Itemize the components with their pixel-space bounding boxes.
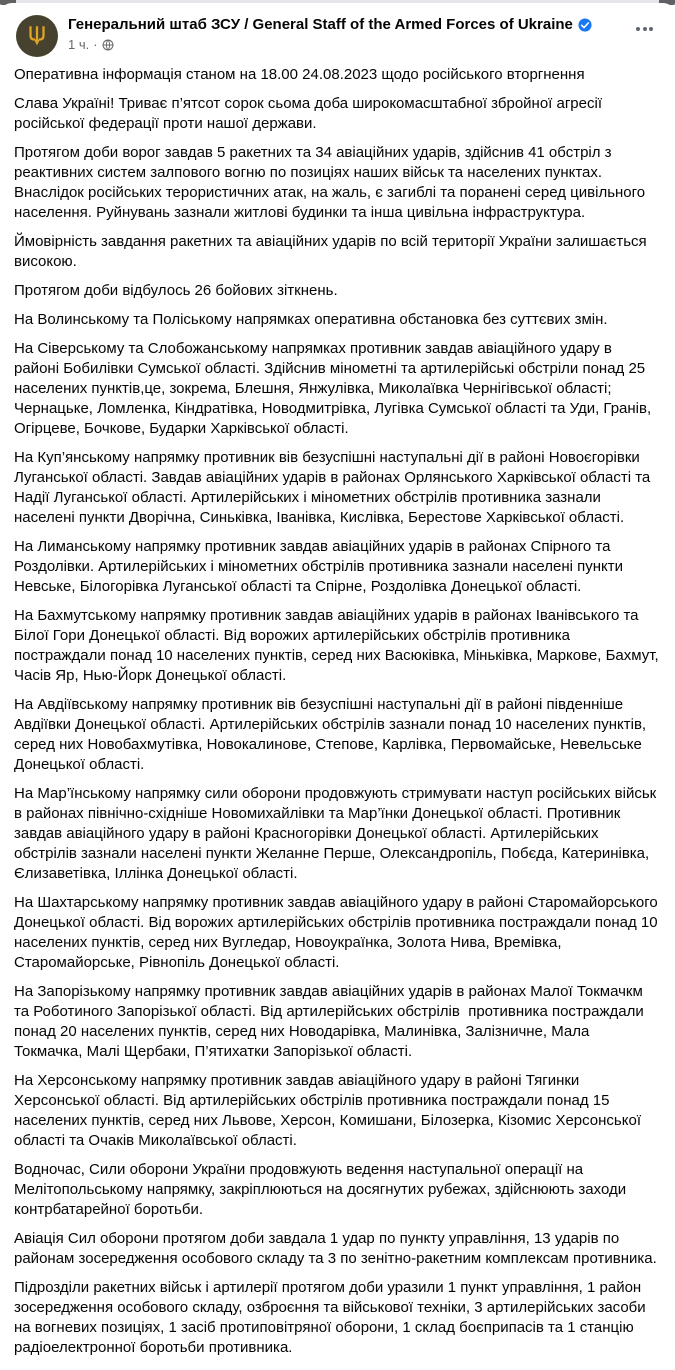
post-paragraph: Протягом доби відбулось 26 бойових зіткнень. <box>14 282 338 299</box>
dot-icon <box>643 27 647 31</box>
post-paragraph: Підрозділи ракетних військ і артилерії протягом доби уразили 1 пункт управління, 1 район зосередження особового складу, озброєння та військової техніки, 3 артилерійських засоби на вогневих позиціях, 1 засіб протиповітряної оборони, 1 склад боєприпасів та 1 станцію радіоелектронної боротьби противника. <box>14 1279 650 1356</box>
verified-badge-icon <box>578 18 592 32</box>
post-meta-row <box>68 37 630 53</box>
post-paragraph: Ймовірність завдання ракетних та авіаційних ударів по всій території України залишається високою. <box>14 233 651 270</box>
dot-icon <box>649 27 653 31</box>
page-name-link[interactable]: Генеральний штаб ЗСУ / General Staff of the Armed Forces of Ukraine <box>68 16 573 33</box>
post-paragraph: Слава Україні! Триває п’ятсот сорок сьома доба широкомасштабної збройної агресії російської федерації проти нашої держави. <box>14 95 607 132</box>
post-paragraph: На Мар’їнському напрямку сили оборони продовжують стримувати наступ російських військ в районах північно-східніше Новомихайлівки та Мар’їнки Донецької області. Противник завдав авіаційного удару в районі Красногорівки Донецької області. Артилерійських обстрілів зазнали населені пункти Желанне Перше, Олександропіль, Побєда, Катеринівка, Єлизаветівка, Іллінка Донецької області. <box>14 785 661 882</box>
post-paragraph: На Запорізькому напрямку противник завдав авіаційних ударів в районах Малої Токмачкм та Роботиного Запорізької області. Від артилерійських обстрілів противника постраждали понад 20 населених пунктів, серед них Новодарівка, Малинівка, Залізничне, Мала Токмачка, Малі Щербаки, П’ятихатки Запорізької області. <box>14 983 648 1060</box>
post-paragraph: Водночас, Сили оборони України продовжують ведення наступальної операції на Мелітопольському напрямку, закріплюються на досягнутих рубежах, здійснюють заходи контрбатарейної боротьби. <box>14 1161 631 1218</box>
post-paragraph: На Авдіївському напрямку противник вів безуспішні наступальні дії в районі південніше Авдіївки Донецької області. Артилерійських обстрілів зазнали понад 10 населених пунктів, серед них Новобахмутівка, Новокалинове, Степове, Карлівка, Первомайське, Невельське Донецької області. <box>14 696 651 773</box>
post-paragraph: На Волинському та Поліському напрямках оперативна обстановка без суттєвих змін. <box>14 311 608 328</box>
post-paragraph: Авіація Сил оборони протягом доби завдала 1 удар по пункту управління, 13 ударів по районам зосередження особового складу та 3 по зенітно-ракетним комплексам противника. <box>14 1230 657 1267</box>
post-paragraph: На Лиманському напрямку противник завдав авіаційних ударів в районах Спірного та Роздолівки. Артилерійських і мінометних обстрілів противника зазнали населені пункти Невське, Білогорівка Луганської області та Спірне, Роздолівка Донецької області. <box>14 538 628 595</box>
post-header <box>0 3 675 63</box>
post-paragraph: На Шахтарському напрямку противник завдав авіаційного удару в районі Старомайорського Донецької області. Від ворожих артилерійських обстрілів противника постраждали понад 10 населених пунктів, серед них Вугледар, Новоукраїнка, Золота Нива, Времівка, Старомайорське, Рівнопіль Донецької області. <box>14 894 662 971</box>
post-paragraph: На Куп’янському напрямку противник вів безуспішні наступальні дії в районі Новоєгорівки Луганської області. Завдав авіаційних ударів в районах Орлянського Харківської області та Надії Луганської області. Артилерійських і мінометних обстрілів противника зазнали населені пункти Дворічна, Синьківка, Іванівка, Кислівка, Берестове Харківської області. <box>14 449 655 526</box>
meta-separator: · <box>93 37 98 52</box>
audience-globe-icon <box>102 39 114 51</box>
page-avatar[interactable] <box>16 15 58 57</box>
facebook-post-card <box>0 3 675 1370</box>
dot-icon <box>636 27 640 31</box>
post-body-text <box>0 63 675 1370</box>
trident-emblem-icon <box>24 23 50 49</box>
post-paragraph: Протягом доби ворог завдав 5 ракетних та 34 авіаційних ударів, здійснив 41 обстріл з реактивних систем залпового вогню по позиціях наших військ та населених пунктах. Внаслідок російських терористичних атак, на жаль, є загиблі та поранені серед цивільного населення. Руйнувань зазнали житлові будинки та інша цивільна інфраструктура. <box>14 144 650 221</box>
post-paragraph: Оперативна інформація станом на 18.00 24.08.2023 щодо російського вторгнення <box>14 66 585 83</box>
post-paragraph: На Херсонському напрямку противник завдав авіаційного удару в районі Тягинки Херсонської області. Від артилерійських обстрілів противника постраждали понад 15 населених пунктів, серед них Львове, Херсон, Комишани, Білозерка, Кізомис Херсонської області та Очаків Миколаївської області. <box>14 1072 646 1149</box>
post-timestamp[interactable]: 1 ч. <box>68 37 90 52</box>
post-options-button[interactable] <box>630 17 659 41</box>
header-texts <box>68 15 630 53</box>
post-paragraph: На Сіверському та Слобожанському напрямках противник завдав авіаційного удару в районі Бобилівки Сумської області. Здійснив мінометні та артилерійські обстріли понад 25 населених пунктів,це, зокрема, Блешня, Янжулівка, Миколаївка Чернігівської області; Чернацьке, Ломленка, Кіндратівка, Новодмитрівка, Лугівка Сумської області та Уди, Гранів, Огірцеве, Бочкове, Бударки Харківської області. <box>14 340 656 437</box>
post-paragraph: На Бахмутському напрямку противник завдав авіаційних ударів в районах Іванівського та Білої Гори Донецької області. Від ворожих артилерійських обстрілів противника постраждали понад 10 населених пунктів, серед них Васюківка, Міньківка, Маркове, Бахмут, Часів Яр, Нью-Йорк Донецької області. <box>14 607 663 684</box>
name-row <box>68 15 630 34</box>
